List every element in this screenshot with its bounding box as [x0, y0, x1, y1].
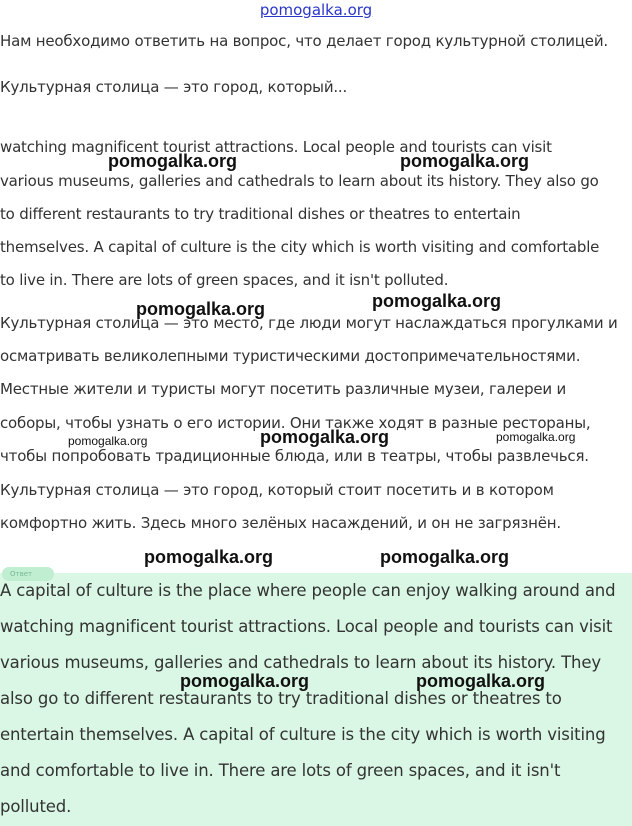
english-line: themselves. A capital of culture is the city which is worth visiting and comfortable: [0, 238, 600, 256]
russian-line: осматривать великолепными туристическими достопримечательностями.: [0, 347, 581, 365]
watermark: pomogalka.org: [108, 151, 238, 171]
watermark: pomogalka.org: [180, 671, 310, 691]
russian-line: Местные жители и туристы могут посетить различные музеи, галереи и: [0, 380, 567, 398]
answer-line: and comfortable to live in. There are lots of green spaces, and it isn't: [0, 761, 561, 780]
watermark: pomogalka.org: [372, 291, 502, 311]
answer-line: various museums, galleries and cathedrals to learn about its history. They: [0, 653, 601, 672]
english-line: to live in. There are lots of green spaces, and it isn't polluted.: [0, 271, 449, 289]
russian-line: Культурная столица — это город, который стоит посетить и в котором: [0, 481, 554, 499]
watermark: pomogalka.org: [68, 434, 148, 448]
answer-tag: [2, 567, 54, 581]
answer-line: watching magnificent tourist attractions. Local people and tourists can visit: [0, 617, 613, 636]
watermark: pomogalka.org: [260, 427, 390, 447]
question-text: Нам необходимо ответить на вопрос, что делает город культурной столицей.: [0, 32, 608, 50]
answer-line: A capital of culture is the place where people can enjoy walking around and: [0, 581, 616, 600]
watermark: pomogalka.org: [496, 430, 576, 444]
lead-text: Культурная столица — это город, который...: [0, 78, 348, 96]
watermark: pomogalka.org: [136, 299, 266, 319]
answer-line: also go to different restaurants to try traditional dishes or theatres to: [0, 689, 562, 708]
english-line: to different restaurants to try traditional dishes or theatres to entertain: [0, 205, 521, 223]
answer-tag-label: Ответ: [10, 570, 33, 578]
answer-line: entertain themselves. A capital of culture is the city which is worth visiting: [0, 725, 606, 744]
watermark: pomogalka.org: [144, 547, 274, 567]
russian-line: соборы, чтобы узнать о его истории. Они также ходят в разные рестораны,: [0, 414, 591, 432]
site-link[interactable]: pomogalka.org: [259, 1, 373, 19]
english-line: watching magnificent tourist attractions. Local people and tourists can visit: [0, 138, 552, 156]
watermark: pomogalka.org: [416, 671, 546, 691]
answer-line: polluted.: [0, 797, 72, 816]
russian-line: комфортно жить. Здесь много зелёных насаждений, и он не загрязнён.: [0, 514, 561, 532]
english-line: various museums, galleries and cathedrals to learn about its history. They also go: [0, 172, 599, 190]
watermark: pomogalka.org: [400, 151, 530, 171]
russian-line: чтобы попробовать традиционные блюда, или в театры, чтобы развлечься.: [0, 447, 589, 465]
watermark: pomogalka.org: [380, 547, 510, 567]
russian-line: Культурная столица — это место, где люди могут наслаждаться прогулками и: [0, 314, 618, 332]
